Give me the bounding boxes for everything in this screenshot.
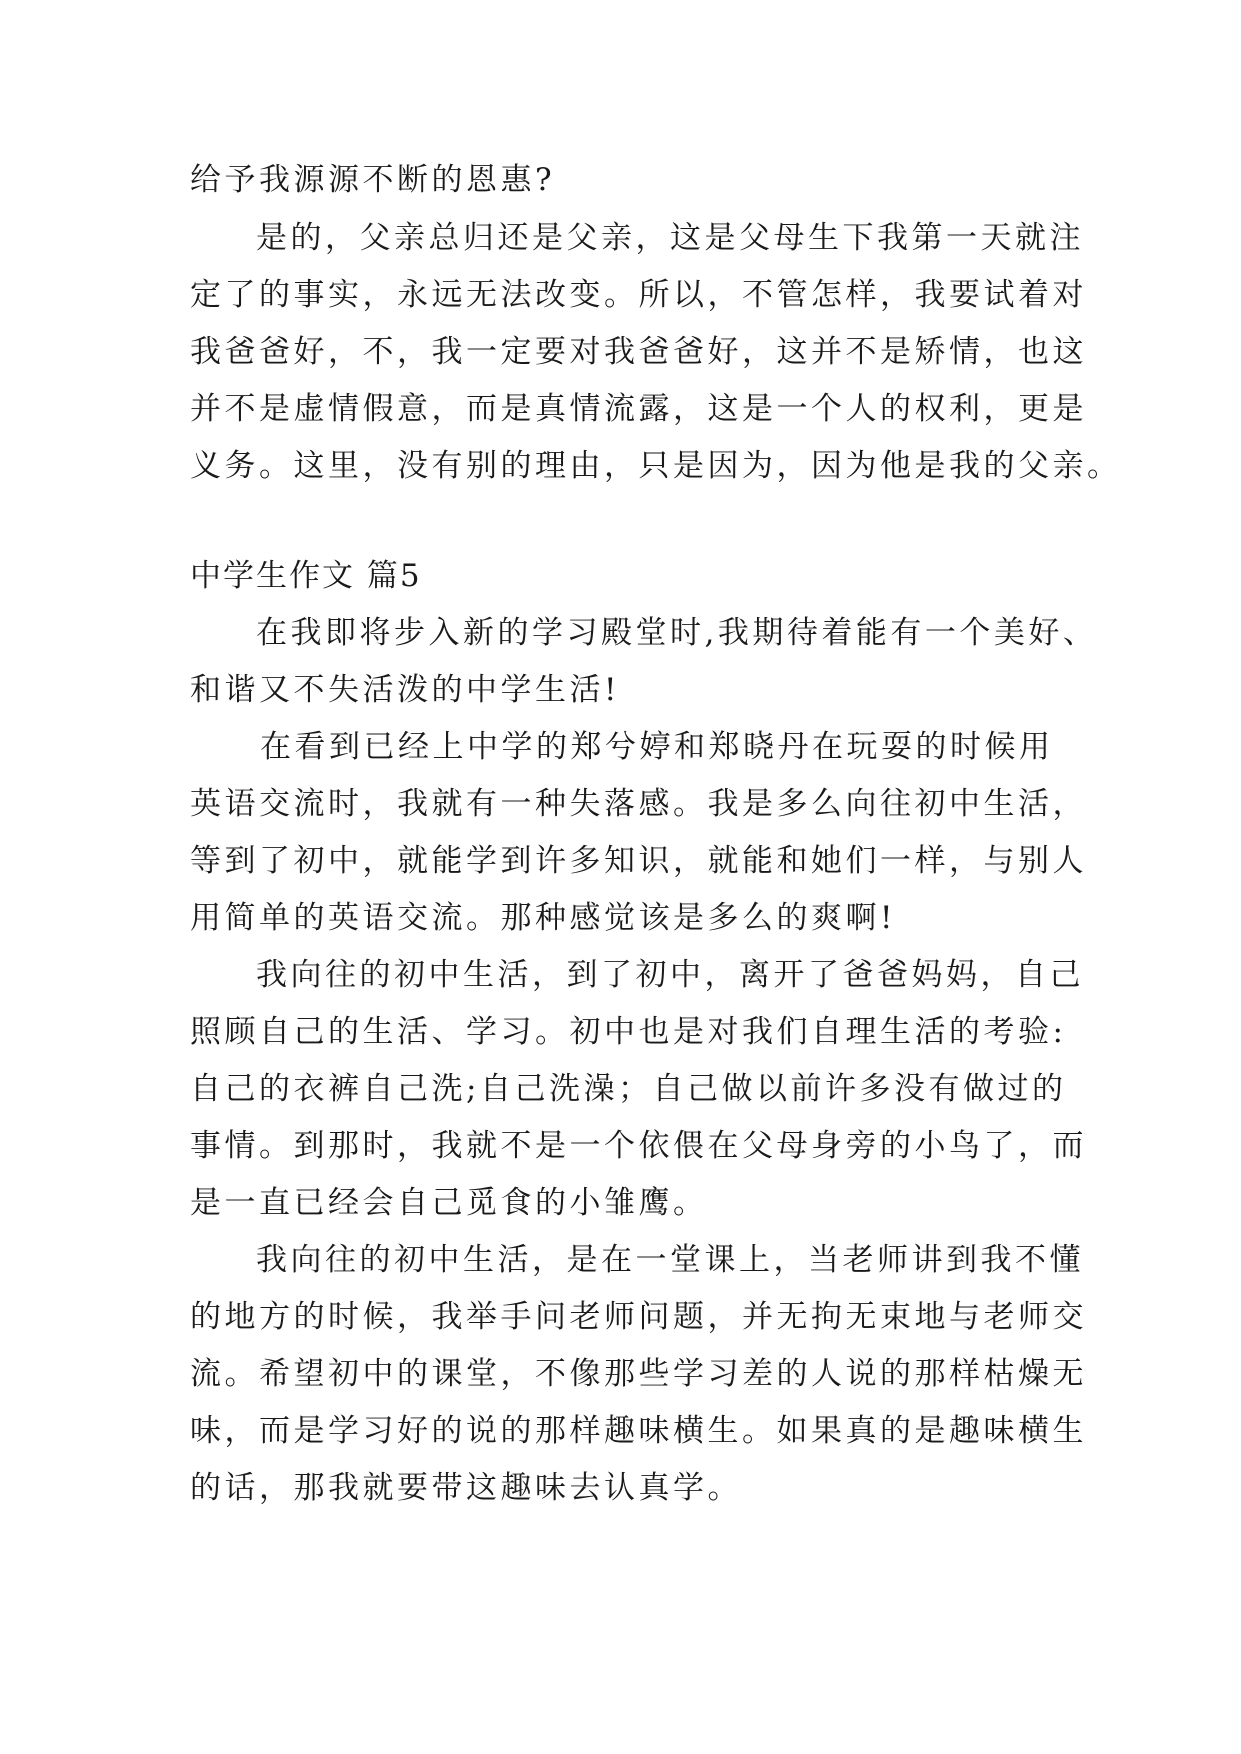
- paragraph-line: 并不是虚情假意，而是真情流露，这是一个人的权利，更是: [190, 391, 1087, 427]
- paragraph-line: 我向往的初中生活，是在一堂课上，当老师讲到我不懂: [256, 1242, 1084, 1278]
- paragraph-line: 用简单的英语交流。那种感觉该是多么的爽啊!: [190, 900, 896, 936]
- section-heading: 中学生作文 篇5: [190, 558, 422, 594]
- paragraph-line: 味，而是学习好的说的那样趣味横生。如果真的是趣味横生: [190, 1413, 1087, 1449]
- paragraph-line: 流。希望初中的课堂，不像那些学习差的人说的那样枯燥无: [190, 1356, 1087, 1392]
- paragraph-line: 和谐又不失活泼的中学生活!: [190, 672, 620, 708]
- paragraph-line: 事情。到那时，我就不是一个依偎在父母身旁的小鸟了，而: [190, 1128, 1087, 1164]
- paragraph-line: 等到了初中，就能学到许多知识，就能和她们一样，与别人: [190, 843, 1087, 879]
- paragraph-line: 定了的事实，永远无法改变。所以，不管怎样，我要试着对: [190, 277, 1087, 313]
- paragraph-line: 是一直已经会自己觅食的小雏鹰。: [190, 1185, 708, 1221]
- paragraph-line: 的话，那我就要带这趣味去认真学。: [190, 1470, 742, 1506]
- paragraph-line: 义务。这里，没有别的理由，只是因为，因为他是我的父亲。: [190, 448, 1122, 484]
- paragraph-line: 在看到已经上中学的郑兮婷和郑晓丹在玩耍的时候用: [260, 729, 1054, 765]
- paragraph-line: 自己的衣裤自己洗;自己洗澡；自己做以前许多没有做过的: [190, 1071, 1067, 1107]
- paragraph-line: 是的，父亲总归还是父亲，这是父母生下我第一天就注: [256, 220, 1084, 256]
- paragraph-line: 英语交流时，我就有一种失落感。我是多么向往初中生活，: [190, 786, 1087, 822]
- paragraph-line: 在我即将步入新的学习殿堂时,我期待着能有一个美好、: [256, 615, 1098, 651]
- paragraph-line: 照顾自己的生活、学习。初中也是对我们自理生活的考验:: [190, 1014, 1067, 1050]
- paragraph-line: 我爸爸好，不，我一定要对我爸爸好，这并不是矫情，也这: [190, 334, 1087, 370]
- paragraph-line: 给予我源源不断的恩惠?: [190, 162, 556, 198]
- paragraph-line: 我向往的初中生活，到了初中，离开了爸爸妈妈，自己: [256, 957, 1084, 993]
- paragraph-line: 的地方的时候，我举手问老师问题，并无拘无束地与老师交: [190, 1299, 1087, 1335]
